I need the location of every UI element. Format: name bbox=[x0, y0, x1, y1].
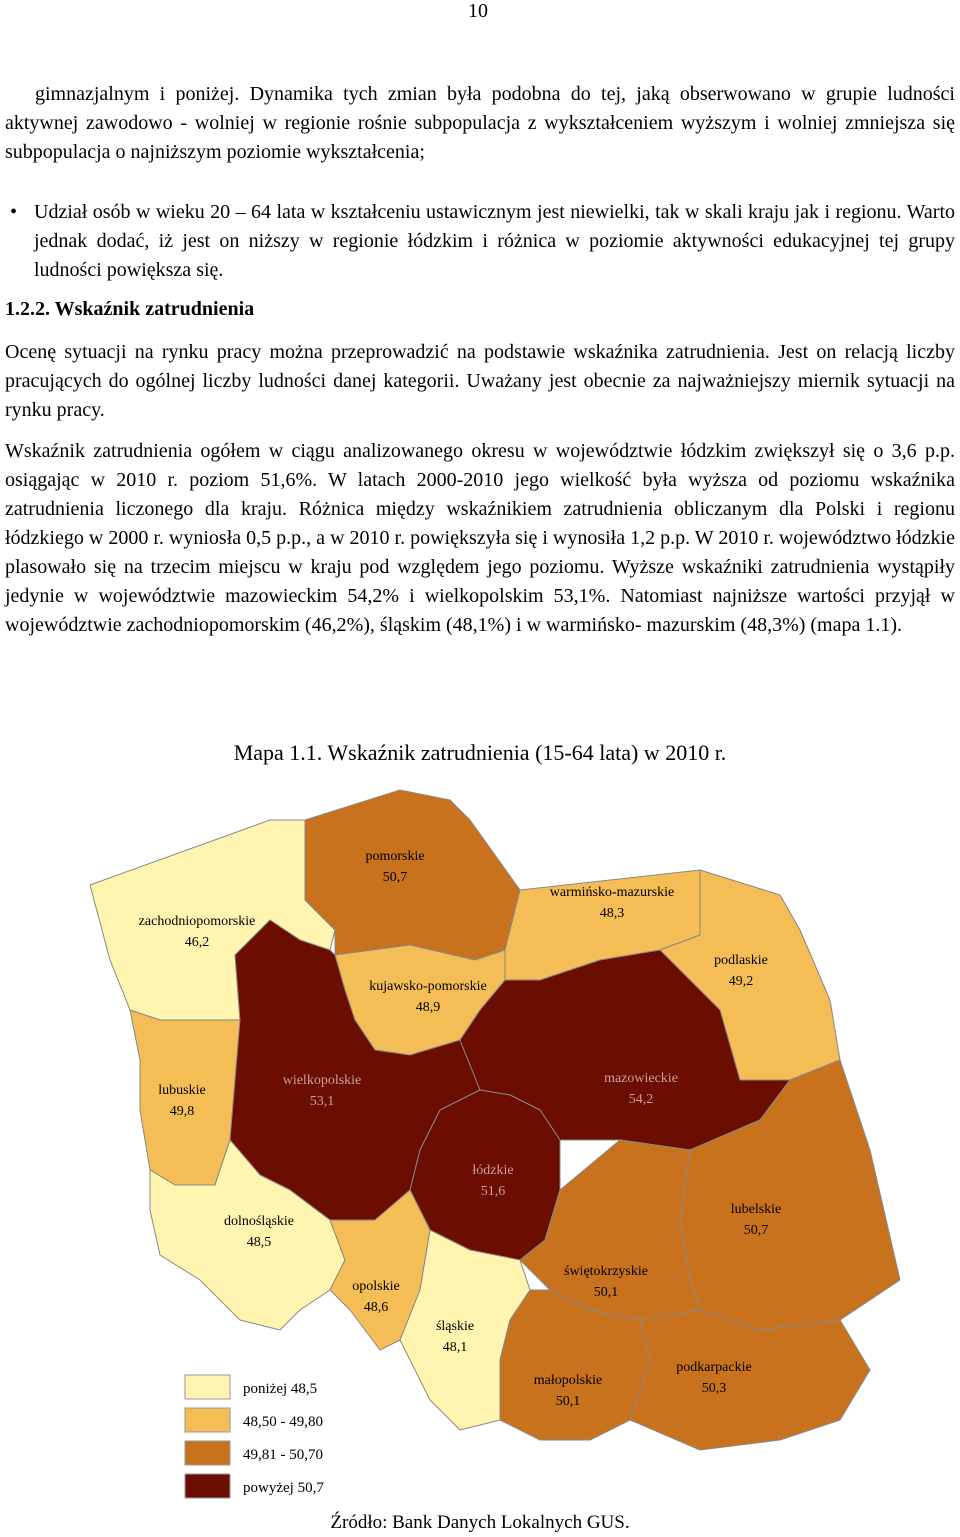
label-swietokrzyskie-value: 50,1 bbox=[593, 1285, 619, 1300]
bullet-text: Udział osób w wieku 20 – 64 lata w kształceniu ustawicznym jest niewielki, tak w skali kraju jak i regionu. Warto jednak dodać, iż jest on niższy w regionie łódzkim i różnica w poziomie aktywności edukacyjnej tej grupy ludności powiększa się. bbox=[34, 201, 955, 281]
map-legend bbox=[185, 1375, 324, 1498]
label-dolnoslaskie-value: 48,5 bbox=[246, 1235, 272, 1250]
label-podlaskie-name: podlaskie bbox=[714, 953, 768, 968]
legend-swatch-1 bbox=[185, 1375, 230, 1399]
label-pomorskie-name: pomorskie bbox=[365, 849, 425, 864]
label-wielkopolskie-name: wielkopolskie bbox=[282, 1073, 362, 1088]
legend-label-2: 48,50 - 49,80 bbox=[243, 1414, 323, 1430]
label-lubelskie-name: lubelskie bbox=[730, 1202, 782, 1217]
label-zachodniopomorskie-value: 46,2 bbox=[184, 935, 210, 950]
label-warminsko-value: 48,3 bbox=[599, 906, 625, 921]
label-warminsko-name: warmińsko-mazurskie bbox=[549, 885, 675, 900]
map-title: Mapa 1.1. Wskaźnik zatrudnienia (15-64 lata) w 2010 r. bbox=[233, 740, 727, 765]
legend-label-1: poniżej 48,5 bbox=[243, 1381, 318, 1397]
label-malopolskie-name: małopolskie bbox=[533, 1373, 603, 1388]
legend-swatch-4 bbox=[185, 1474, 230, 1498]
label-podkarpackie-value: 50,3 bbox=[701, 1381, 727, 1396]
label-lubuskie-value: 49,8 bbox=[169, 1104, 195, 1119]
label-mazowieckie-value: 54,2 bbox=[628, 1092, 654, 1107]
label-slaskie-value: 48,1 bbox=[442, 1340, 468, 1355]
region-pomorskie bbox=[305, 790, 520, 960]
label-malopolskie-value: 50,1 bbox=[555, 1394, 581, 1409]
poland-map-svg bbox=[0, 770, 960, 1505]
label-lubuskie-name: lubuskie bbox=[158, 1083, 206, 1098]
legend-swatch-3 bbox=[185, 1441, 230, 1465]
paragraph-3: Wskaźnik zatrudnienia ogółem w ciągu analizowanego okresu w województwie łódzkim zwiększył się o 3,6 p.p. osiągając w 2010 r. poziom 51,6%. W latach 2000-2010 jego wielkość była wyższa od poziomu wskaźnika zatrudnienia liczonego dla kraju. Różnica między wskaźnikiem zatrudnienia obliczanym dla Polski i regionu łódzkiego w 2000 r. wyniosła 0,5 p.p., a w 2010 r. powiększyła się i wynosiła 1,2 p.p. W 2010 r. województwo łódzkie plasowało się na trzecim miejscu w kraju pod względem jego poziomu. Wyższe wskaźniki zatrudnienia wystąpiły jedynie w województwie mazowieckim 54,2% i wielkopolskim 53,1%. Natomiast najniższe wartości przyjął w województwie zachodniopomorskim (46,2%), śląskim (48,1%) i w warmińsko- mazurskim (48,3%) (mapa 1.1). bbox=[5, 440, 955, 636]
label-dolnoslaskie-name: dolnośląskie bbox=[224, 1214, 294, 1229]
legend-label-4: powyżej 50,7 bbox=[243, 1480, 324, 1496]
label-lubelskie-value: 50,7 bbox=[743, 1223, 769, 1238]
label-podkarpackie-name: podkarpackie bbox=[676, 1360, 752, 1375]
map-source: Źródło: Bank Danych Lokalnych GUS. bbox=[330, 1512, 630, 1533]
bullet-dot-icon: • bbox=[10, 201, 18, 223]
label-lodzkie-value: 51,6 bbox=[480, 1184, 506, 1199]
page-number: 10 bbox=[468, 0, 488, 22]
section-heading: 1.2.2. Wskaźnik zatrudnienia bbox=[5, 298, 255, 320]
label-podlaskie-value: 49,2 bbox=[728, 974, 754, 989]
label-mazowieckie-name: mazowieckie bbox=[604, 1071, 678, 1086]
paragraph-2: Ocenę sytuacji na rynku pracy można przeprowadzić na podstawie wskaźnika zatrudnienia. Jest on relacją liczby pracujących do ogólnej liczby ludności danej kategorii. Uważany jest obecnie za najważniejszy miernik sytuacji na rynku pracy. bbox=[5, 341, 955, 421]
label-opolskie-name: opolskie bbox=[352, 1279, 400, 1294]
label-opolskie-value: 48,6 bbox=[363, 1300, 389, 1315]
employment-map bbox=[0, 770, 960, 1505]
label-kujawsko-value: 48,9 bbox=[415, 1000, 441, 1015]
label-lodzkie-name: łódzkie bbox=[472, 1163, 514, 1178]
paragraph-1: gimnazjalnym i poniżej. Dynamika tych zmian była podobna do tej, jaką obserwowano w grupie ludności aktywnej zawodowo - wolniej w regionie rośnie subpopulacja z wykształceniem wyższym i wolniej zmniejsza się subpopulacja o najniższym poziomie wykształcenia; bbox=[5, 83, 955, 163]
label-pomorskie-value: 50,7 bbox=[382, 870, 408, 885]
label-wielkopolskie-value: 53,1 bbox=[309, 1094, 335, 1109]
bullet-item bbox=[10, 198, 955, 285]
legend-label-3: 49,81 - 50,70 bbox=[243, 1447, 323, 1463]
label-swietokrzyskie-name: świętokrzyskie bbox=[564, 1264, 648, 1279]
legend-swatch-2 bbox=[185, 1408, 230, 1432]
label-zachodniopomorskie-name: zachodniopomorskie bbox=[138, 914, 256, 929]
region-podkarpackie bbox=[630, 1310, 870, 1450]
label-slaskie-name: śląskie bbox=[435, 1319, 475, 1334]
label-kujawsko-name: kujawsko-pomorskie bbox=[369, 979, 487, 994]
